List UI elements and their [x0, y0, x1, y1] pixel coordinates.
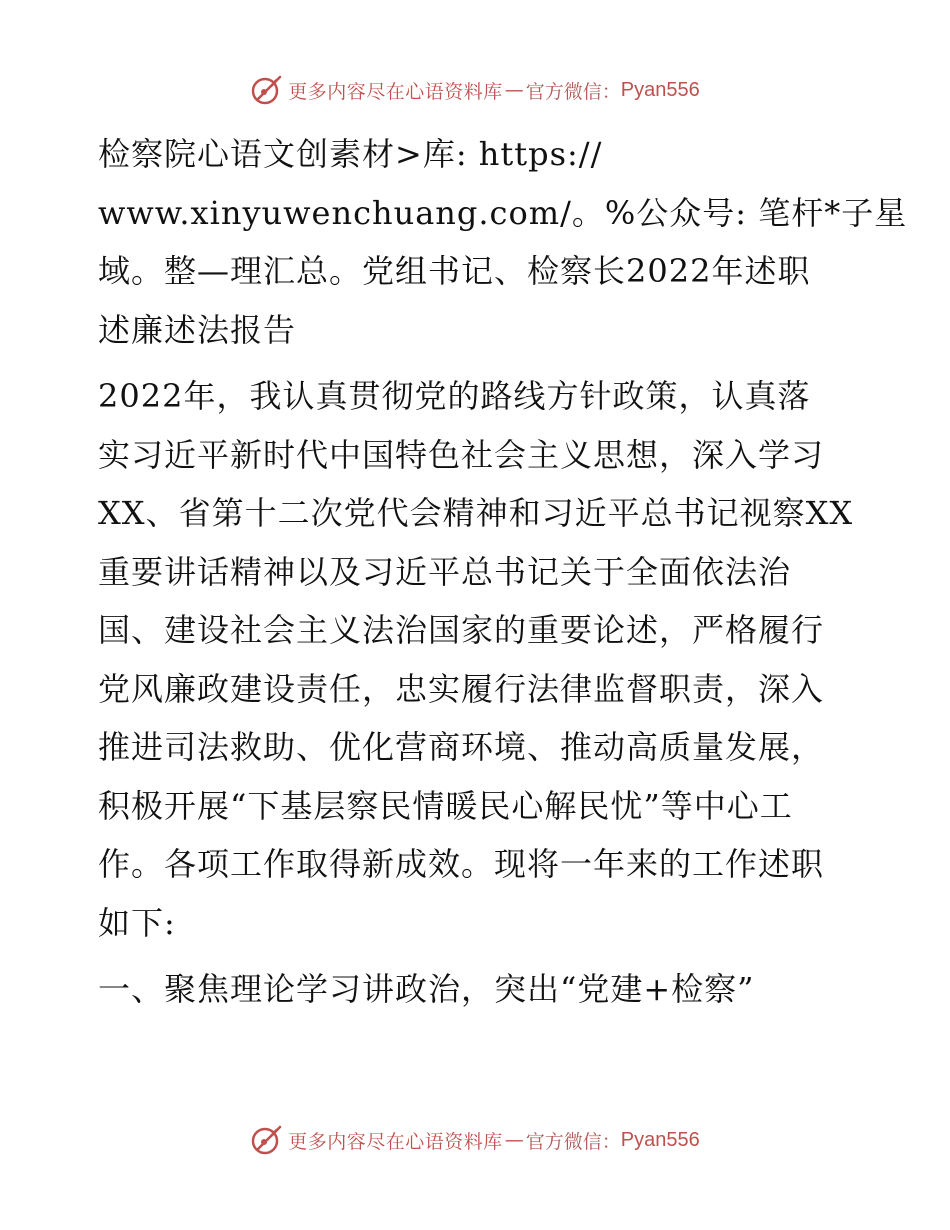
banner-text: 更多内容尽在心语资料库 [288, 80, 503, 103]
text-line: 党风廉政建设责任，忠实履行法律监督职责，深入 [98, 669, 825, 708]
quill-logo-icon [250, 1123, 284, 1157]
banner-subtitle: 官方微信： [525, 1130, 621, 1153]
text-line: 检察院心语文创素材>库: https:// [98, 135, 603, 173]
text-line: www.xinyuwenchuang.com/。%公众号: 笔杆*子星 [98, 193, 908, 232]
text-line: 2022年，我认真贯彻党的路线方针政策，认真落 [98, 377, 811, 415]
text-line: 如下: [98, 903, 176, 942]
text-line: 述廉述法报告 [98, 310, 297, 349]
text-line: 推进司法救助、优化营商环境、推动高质量发展， [98, 728, 825, 766]
footer-banner [0, 1120, 950, 1160]
intro-paragraph [98, 125, 908, 359]
text-line: 作。各项工作取得新成效。现将一年来的工作述职 [98, 845, 825, 883]
text-line: 一、聚焦理论学习讲政治，突出“党建+检察” [98, 970, 755, 1008]
document-body [98, 125, 908, 1027]
banner-separator: — [504, 1129, 524, 1151]
banner-separator: — [504, 79, 524, 101]
banner-subtitle: 官方微信： [525, 80, 621, 103]
text-line: 重要讲话精神以及习近平总书记关于全面依法治 [98, 552, 792, 591]
body-paragraph [98, 367, 868, 952]
banner-text: 更多内容尽在心语资料库 [288, 1130, 503, 1153]
banner-wechat-id: Pyan556 [620, 78, 700, 101]
quill-logo-icon [250, 73, 284, 107]
text-line: 域。整—理汇总。党组书记、检察长2022年述职 [98, 252, 811, 290]
header-banner [0, 70, 950, 110]
text-line: XX、省第十二次党代会精神和习近平总书记视察XX [98, 494, 854, 532]
banner-wechat-id: Pyan556 [620, 1128, 700, 1151]
text-line: 国、建设社会主义法治国家的重要论述，严格履行 [98, 611, 825, 649]
text-line: 积极开展“下基层察民情暖民心解民忧”等中心工 [98, 786, 793, 825]
text-line: 实习近平新时代中国特色社会主义思想，深入学习 [98, 435, 825, 474]
section-heading [98, 960, 868, 1019]
